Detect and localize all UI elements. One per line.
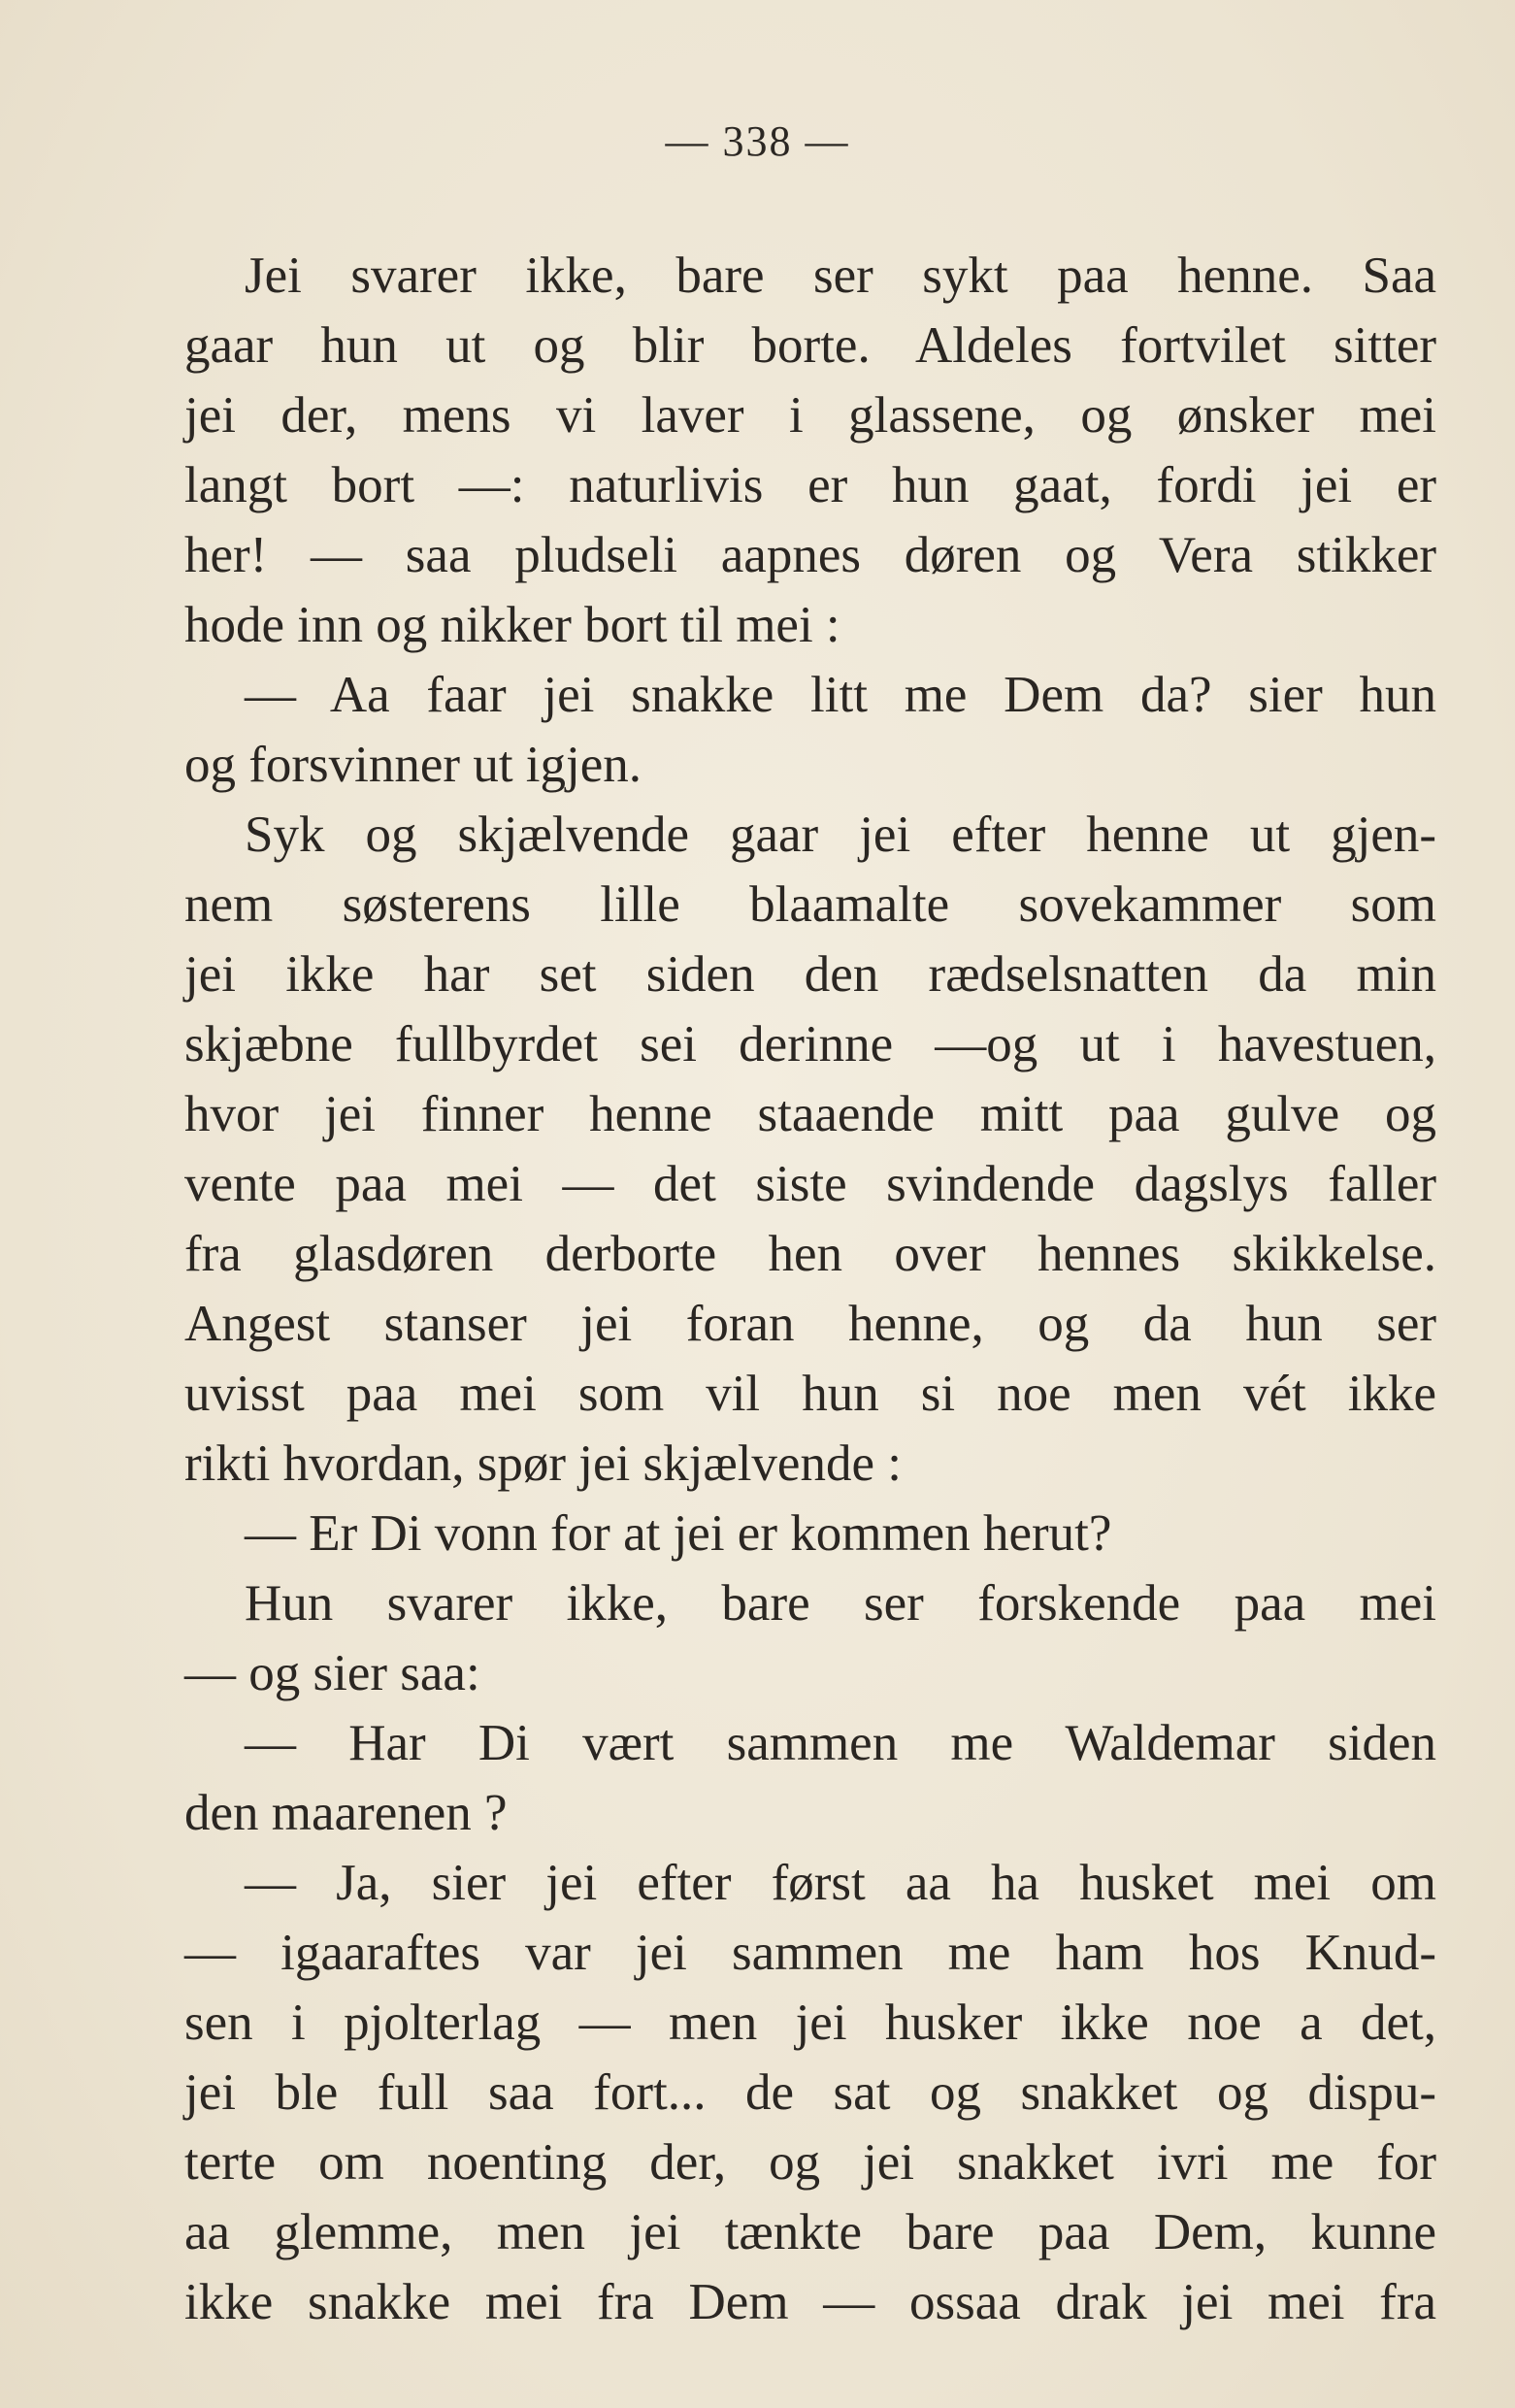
text-line: fra glasdøren derborte hen over hennes skikkelse.: [184, 1226, 1436, 1282]
text-line: uvisst paa mei som vil hun si noe men vét ikke: [184, 1366, 1436, 1422]
text-line: jei der, mens vi laver i glassene, og ønsker mei: [184, 387, 1436, 444]
text-line: Angest stanser jei foran henne, og da hun ser: [184, 1296, 1436, 1352]
text-line: her! — saa pludseli aapnes døren og Vera stikker: [184, 527, 1436, 583]
text-line: aa glemme, men jei tænkte bare paa Dem, kunne: [184, 2204, 1436, 2260]
page-number: — 338 —: [665, 117, 850, 165]
text-line: sen i pjolterlag — men jei husker ikke noe a det,: [184, 1995, 1436, 2051]
text-line: hvor jei finner henne staaende mitt paa gulve og: [184, 1086, 1436, 1142]
text-line: og forsvinner ut igjen.: [184, 737, 642, 793]
text-line: den maarenen ?: [184, 1785, 508, 1841]
text-line: Jei svarer ikke, bare ser sykt paa henne. Saa: [245, 247, 1436, 304]
text-line: — Er Di vonn for at jei er kommen herut?: [245, 1505, 1112, 1562]
text-line: ikke snakke mei fra Dem — ossaa drak jei mei fra: [184, 2274, 1436, 2330]
text-line: hode inn og nikker bort til mei :: [184, 597, 840, 653]
text-line: jei ble full saa fort... de sat og snakket og dispu-: [184, 2064, 1436, 2121]
text-line: rikti hvordan, spør jei skjælvende :: [184, 1435, 902, 1492]
text-line: vente paa mei — det siste svindende dagslys faller: [184, 1156, 1436, 1212]
text-line: skjæbne fullbyrdet sei derinne —og ut i havestuen,: [184, 1016, 1436, 1072]
text-line: jei ikke har set siden den rædselsnatten da min: [184, 946, 1436, 1003]
text-line: — Aa faar jei snakke litt me Dem da? sier hun: [245, 667, 1436, 723]
text-line: Syk og skjælvende gaar jei efter henne ut gjen-: [245, 807, 1436, 863]
text-line: — og sier saa:: [184, 1645, 480, 1701]
text-line: terte om noenting der, og jei snakket ivri me for: [184, 2134, 1436, 2191]
text-line: — Ja, sier jei efter først aa ha husket mei om: [245, 1855, 1436, 1911]
text-line: langt bort —: naturlivis er hun gaat, fordi jei er: [184, 457, 1436, 513]
text-line: — Har Di vært sammen me Waldemar siden: [245, 1715, 1436, 1771]
text-line: gaar hun ut og blir borte. Aldeles fortvilet sitter: [184, 317, 1436, 374]
body-text: [184, 241, 1436, 2337]
text-line: Hun svarer ikke, bare ser forskende paa mei: [245, 1575, 1436, 1632]
text-line: — igaaraftes var jei sammen me ham hos Knud-: [184, 1925, 1436, 1981]
text-line: nem søsterens lille blaamalte sovekammer som: [184, 876, 1436, 933]
